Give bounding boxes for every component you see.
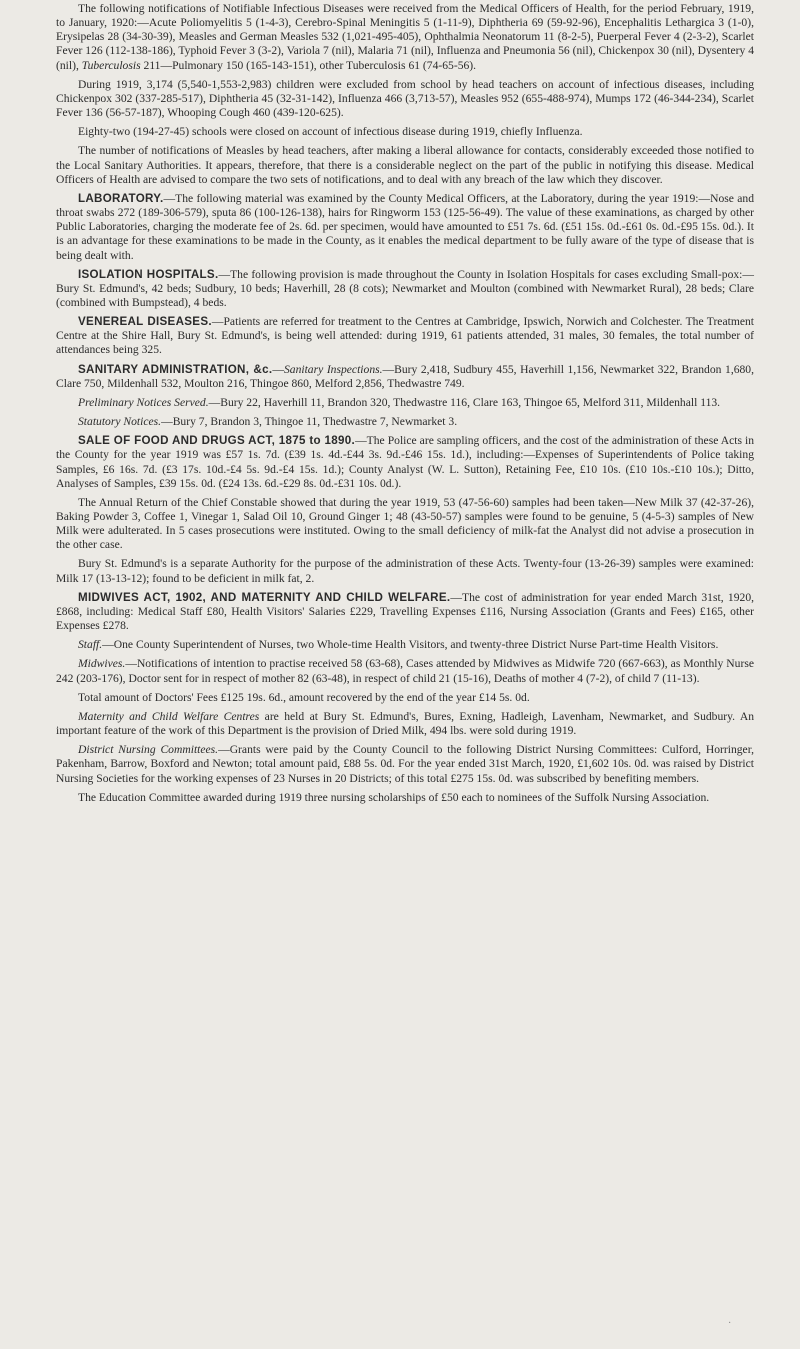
education-paragraph: The Education Committee awarded during 1919 three nursing scholarships of £50 each to nominees of the Suffolk Nursing Association. bbox=[78, 790, 710, 804]
measles-paragraph: The number of notifications of Measles by head teachers, after making a liberal allowance for contacts, considerably exceeded those notified to the Local Sanitary Authorities. It appears, therefore, that there is a considerable neglect on the part of the public in notifying this disease. Medical Officers of Health are advised to compare the two sets of notifications, and to deal with any breach of the law which they discover. bbox=[56, 144, 754, 186]
tuberculosis-text: 211—Pulmonary 150 (165-143-151), other Tuberculosis 61 (74-65-56). bbox=[143, 58, 477, 72]
bury-paragraph: Bury St. Edmund's is a separate Authority for the purpose of the administration of these Acts. Twenty-four (13-26-39) samples were examined: Milk 17 (13-13-12); found to be deficient in milk fat, 2. bbox=[56, 557, 754, 585]
staff-label: Staff. bbox=[78, 638, 103, 652]
isolation-heading: ISOLATION HOSPITALS. bbox=[78, 267, 219, 281]
schools-closed-paragraph: Eighty-two (194-27-45) schools were closed on account of infectious disease during 1919, chiefly Influenza. bbox=[78, 125, 583, 139]
sanitary-paragraph: SANITARY ADMINISTRATION, &c.—Sanitary Inspections.—Bury 2,418, Sudbury 455, Haverhill 1,156, Newmarket 322, Brandon 1,680, Clare 750, Mildenhall 532, Moulton 216, Thingoe 860, Melford 2,856, Thedwastre 749. bbox=[56, 362, 755, 390]
exclusions-paragraph: During 1919, 3,174 (5,540-1,553-2,983) children were excluded from school by head teachers on account of infectious diseases, including Chickenpox 302 (337-285-517), Diphtheria 45 (32-31-142), Influenza 466 (3,713-57), Measles 952 (655-488-974), Mumps 172 (46-344-234), Scarlet Fever 136 (56-57-187), Whooping Cough 460 (439-120-625). bbox=[56, 77, 754, 120]
midwives-heading: MIDWIVES ACT, 1902, AND MATERNITY AND CHILD WELFARE. bbox=[78, 590, 451, 604]
venereal-paragraph bbox=[56, 315, 754, 357]
isolation-text: —The following provision is made throughout the County in Isolation Hospitals for cases excluding Small-pox:—Bury St. Edmund's, 42 beds; Sudbury, 10 beds; Haverhill, 28 (8 cots); Newmarket and Moulton (combined with Newmarket Rural), 28 beds; Clare (combined with Bumpstead), 4 beds. bbox=[56, 267, 754, 309]
district-nursing-paragraph bbox=[56, 743, 754, 785]
midwives-notifications-paragraph bbox=[56, 657, 754, 685]
sanitary-heading: SANITARY ADMINISTRATION, &c. bbox=[78, 362, 273, 376]
sanitary-inspections-text: —Bury 2,418, Sudbury 455, Haverhill 1,156, Newmarket 322, Brandon 1,680, Clare 750, Mildenhall 532, Moulton 216, Thingoe 860, Melford 2,856, Thedwastre 749. bbox=[56, 362, 755, 390]
midwives-notifications-text: —Notifications of intention to practise received 58 (63-68), Cases attended by Midwives as Midwife 720 (667-663), as Monthly Nurse 242 (203-176), Doctor sent for in respect of mother 82 (63-48), in respect of child 21 (15-16), Deaths of mother 4 (7-2), of child 7 (11-13). bbox=[56, 657, 754, 685]
staff-text: —One County Superintendent of Nurses, two Whole-time Health Visitors, and twenty-three District Nurse Part-time Health Visitors. bbox=[102, 638, 719, 652]
venereal-text: —Patients are referred for treatment to the Centres at Cambridge, Ipswich, Norwich and Colchester. The Treatment Centre at the Shire Hall, Bury St. Edmund's, is being well attended: during 1919, 61 patients attended, 31 males, 30 females, the total number of attendances being 325. bbox=[56, 315, 754, 357]
preliminary-notices-paragraph bbox=[56, 396, 754, 410]
statutory-notices-paragraph bbox=[56, 415, 754, 429]
tuberculosis-label: Tuberculosis bbox=[81, 58, 141, 72]
sale-heading: SALE OF FOOD AND DRUGS ACT, 1875 to 1890. bbox=[78, 434, 356, 448]
laboratory-heading: LABORATORY. bbox=[78, 191, 164, 205]
sale-text: —The Police are sampling officers, and the cost of the administration of these Acts in the County for the year 1919 was £57 1s. 7d. (£39 1s. 4d.-£44 3s. 9d.-£46 15s. 1d.), including:—Expenses of Superintendents of Police taking Samples, £6 16s. 7d. (£3 17s. 10d.-£4 5s. 9d.-£4 15s. 1d.); County Analyst (W. L. Sutton), Retaining Fee, £10 10s. (£10 10s.-£10 10s.); Ditto, Analyses of Samples, £39 15s. 0d. (£24 13s. 6d.-£29 8s. 0d.-£31 10s. 0d.). bbox=[56, 434, 754, 490]
laboratory-text: —The following material was examined by the County Medical Officers, at the Laboratory, during the year 1919:—Nose and throat swabs 272 (189-306-579), sputa 86 (100-126-138), hairs for Ringworm 153 (125-56-49). The value of these examinations, as charged by other Public Laboratories, charging the moderate fee of 2s. 6d. per specimen, would have amounted to £51 7s. 6d. (£51 15s. 0d.-£61 0s. 0d.-£95 15s. 0d.). It is an advantage for these examinations to be made in the County, as it enables the medical department to be fully aware of the type of disease that is being dealt with. bbox=[56, 191, 754, 262]
sanitary-inspections-label: Sanitary Inspections. bbox=[283, 362, 383, 376]
midwives-text: —The cost of administration for year ended March 31st, 1920, £868, including: Medical Staff £80, Health Visitors' Salaries £229, Travelling Expenses £116, Nursing Association (Grants and Fees) £165, other Expenses £278. bbox=[56, 590, 755, 633]
annual-return-paragraph: The Annual Return of the Chief Constable showed that during the year 1919, 53 (47-56-60) samples had been taken—New Milk 37 (42-37-26), Baking Powder 3, Coffee 1, Vinegar 1, Salad Oil 10, Ground Ginger 1; 48 (43-50-57) samples were found to be genuine, 5 (4-5-3) samples of New Milk were adulterated. In 5 cases prosecutions were instituted. Owing to the small deficiency of milk-fat the Analyst did not advise a prosecution in the other case. bbox=[56, 495, 754, 552]
notifications-text: The following notifications of Notifiable Infectious Diseases were received from the Medical Officers of Health, for the period February, 1919, to January, 1920:—Acute Poliomyelitis 5 (1-4-3), Cerebro-Spinal Meningitis 5 (1-11-9), Diphtheria 69 (59-92-96), Encephalitis Lethargica 3 (1-0), Erysipelas 28 (34-30-39), Measles and German Measles 532 (1,021-495-405), Ophthalmia Neonatorum 11 (8-2-5), Puerperal Fever 4 (2-3-2), Scarlet Fever 126 (112-138-186), Typhoid Fever 3 (3-2), Variola 7 (nil), Malaria 71 (nil), Influenza and Pneumonia 56 (nil), Chickenpox 30 (nil), Dysentery 4 (nil), bbox=[56, 2, 754, 72]
midwives-label: Midwives. bbox=[78, 657, 126, 671]
scan-speck: · bbox=[728, 1318, 732, 1329]
staff-paragraph bbox=[56, 638, 754, 652]
statutory-notices-label: Statutory Notices. bbox=[78, 415, 162, 429]
statutory-notices-text: —Bury 7, Brandon 3, Thingoe 11, Thedwastre 7, Newmarket 3. bbox=[161, 415, 458, 429]
district-nursing-label: District Nursing Committees. bbox=[78, 743, 219, 757]
notifications-paragraph bbox=[56, 2, 754, 73]
welfare-centres-text: are held at Bury St. Edmund's, Bures, Exning, Hadleigh, Lavenham, Newmarket, and Sudbury. An important feature of the work of this Department is the provision of Dried Milk, 494 lbs. were sold during 1919. bbox=[56, 709, 754, 738]
doctors-fees-paragraph: Total amount of Doctors' Fees £125 19s. 6d., amount recovered by the end of the year £14 5s. 0d. bbox=[78, 690, 530, 704]
preliminary-notices-label: Preliminary Notices Served. bbox=[78, 395, 209, 409]
welfare-centres-label: Maternity and Child Welfare Centres bbox=[78, 709, 260, 723]
laboratory-paragraph bbox=[56, 192, 754, 263]
preliminary-notices-text: —Bury 22, Haverhill 11, Brandon 320, Thedwastre 116, Clare 163, Thingoe 65, Melford 311, Mildenhall 113. bbox=[208, 395, 721, 409]
midwives-paragraph bbox=[56, 591, 754, 633]
isolation-paragraph bbox=[56, 268, 754, 310]
sale-paragraph bbox=[56, 434, 754, 491]
venereal-heading: VENEREAL DISEASES. bbox=[78, 315, 212, 329]
district-nursing-text: —Grants were paid by the County Council to the following District Nursing Committees: Culford, Horringer, Pakenham, Barrow, Boxford and Newton; total amount paid, £88 5s. 0d. For the year ended 31st March, 1920, £1,602 10s. 0d. was raised by District Nursing Societies for the working expenses of 23 Nurses in 20 Districts; of this total £275 15s. 0d. was subscribed by benefiting members. bbox=[56, 743, 754, 785]
welfare-centres-paragraph bbox=[56, 710, 754, 738]
